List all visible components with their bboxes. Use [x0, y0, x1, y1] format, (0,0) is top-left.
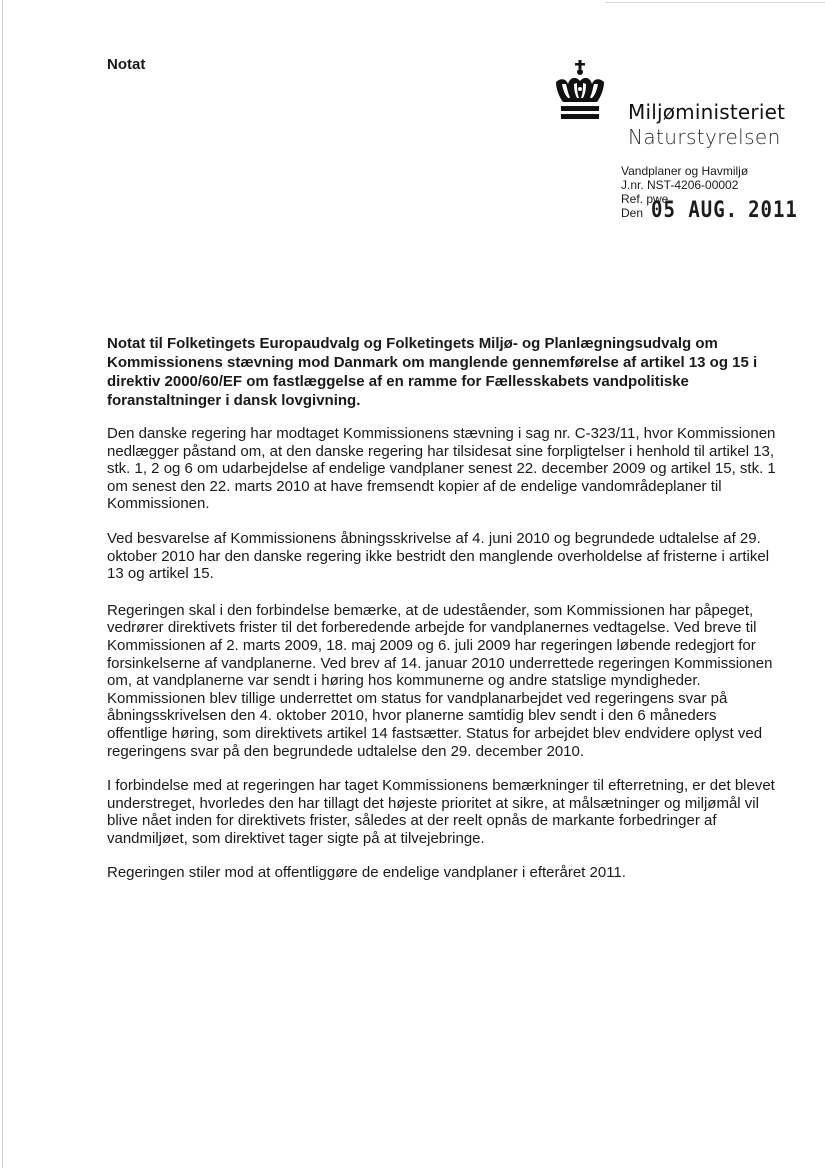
scan-edge-top: [605, 2, 825, 3]
scan-edge-left: [2, 0, 3, 1168]
date-stamp-day: 05: [651, 197, 676, 223]
agency-name: Naturstyrelsen: [628, 125, 781, 149]
date-stamp: [651, 197, 798, 223]
reference-line: Ref. pwe: [621, 192, 669, 206]
date-stamp-year: 2011: [748, 197, 798, 223]
memo-body: [107, 425, 779, 899]
paragraph: Regeringen skal i den forbindelse bemærke, at de udeståender, som Kommissionen har påpeget, vedrører direktivets frister til det forberedende arbejde for vandplanernes vedtagelse. Ved breve til Kommissionen af 2. marts 2009, 18. maj 2009 og 6. juli 2009 har regeringen løbende redegjort for forsinkelserne af vandplanerne. Ved brev af 14. januar 2010 underrettede regeringen Kommissionen om, at vandplanerne var sendt i høring hos kommunerne og andre statslige myndigheder. Kommissionen blev tillige underrettet om status for vandplanarbejdet ved regeringens svar på åbningsskrivelsen den 4. oktober 2010, hvor planerne samtidig blev sendt i den 6 måneders offentlige høring, som direktivets artikel 14 fastsætter. Status for arbejdet blev endvidere oplyst ved regeringens svar på den begrundede udtalelse den 29. december 2010.: [107, 601, 773, 760]
paragraph: I forbindelse med at regeringen har taget Kommissionens bemærkninger til efterretning, er det blevet understreget, hvorledes den har tillagt det højeste prioritet at sikre, at målsætninger og miljømål vil blive nået inden for direktivets frister, således at der reelt opnås de markante forbedringer af vandmiljøet, som direktivet tager sigte på at tilvejebringe.: [107, 777, 775, 847]
document-meta: [621, 164, 798, 223]
paragraph: Den danske regering har modtaget Kommissionens stævning i sag nr. C-323/11, hvor Kommissionen nedlægger påstand om, at den danske regering har tilsidesat sine forpligtelser i henhold til artikel 13, stk. 1, 2 og 6 om udarbejdelse af endelige vandplaner senest 22. december 2009 og artikel 15, stk. 1 om senest den 22. marts 2010 at have fremsendt kopier af de endelige vandområdeplaner til Kommissionen.: [107, 425, 776, 513]
journal-number: J.nr. NST-4206-00002: [621, 178, 739, 192]
paragraph: Ved besvarelse af Kommissionens åbningsskrivelse af 4. juni 2010 og begrundede udtalelse af 29. oktober 2010 har den danske regering ikke bestridt den manglende overholdelse af fristerne i artikel 13 og artikel 15.: [107, 529, 770, 583]
ministry-name: Miljøministeriet: [628, 100, 786, 124]
date-stamp-month: AUG.: [688, 197, 739, 223]
paragraph: Regeringen stiler mod at offentliggøre de endelige vandplaner i efteråret 2011.: [107, 864, 626, 882]
crown-crest-icon: [550, 60, 610, 122]
department-line: Vandplaner og Havmiljø: [621, 164, 749, 178]
document-type-label: Notat: [107, 56, 146, 73]
date-label: Den: [621, 206, 644, 220]
memo-heading: Notat til Folketingets Europaudvalg og Folketingets Miljø- og Planlægningsudvalg om Kommissionens stævning mod Danmark om manglende gennemførelse af artikel 13 og 15 i direktiv 2000/60/EF om fastlæggelse af en ramme for Fællesskabets vandpolitiske foranstaltninger i dansk lovgivning.: [107, 335, 758, 409]
